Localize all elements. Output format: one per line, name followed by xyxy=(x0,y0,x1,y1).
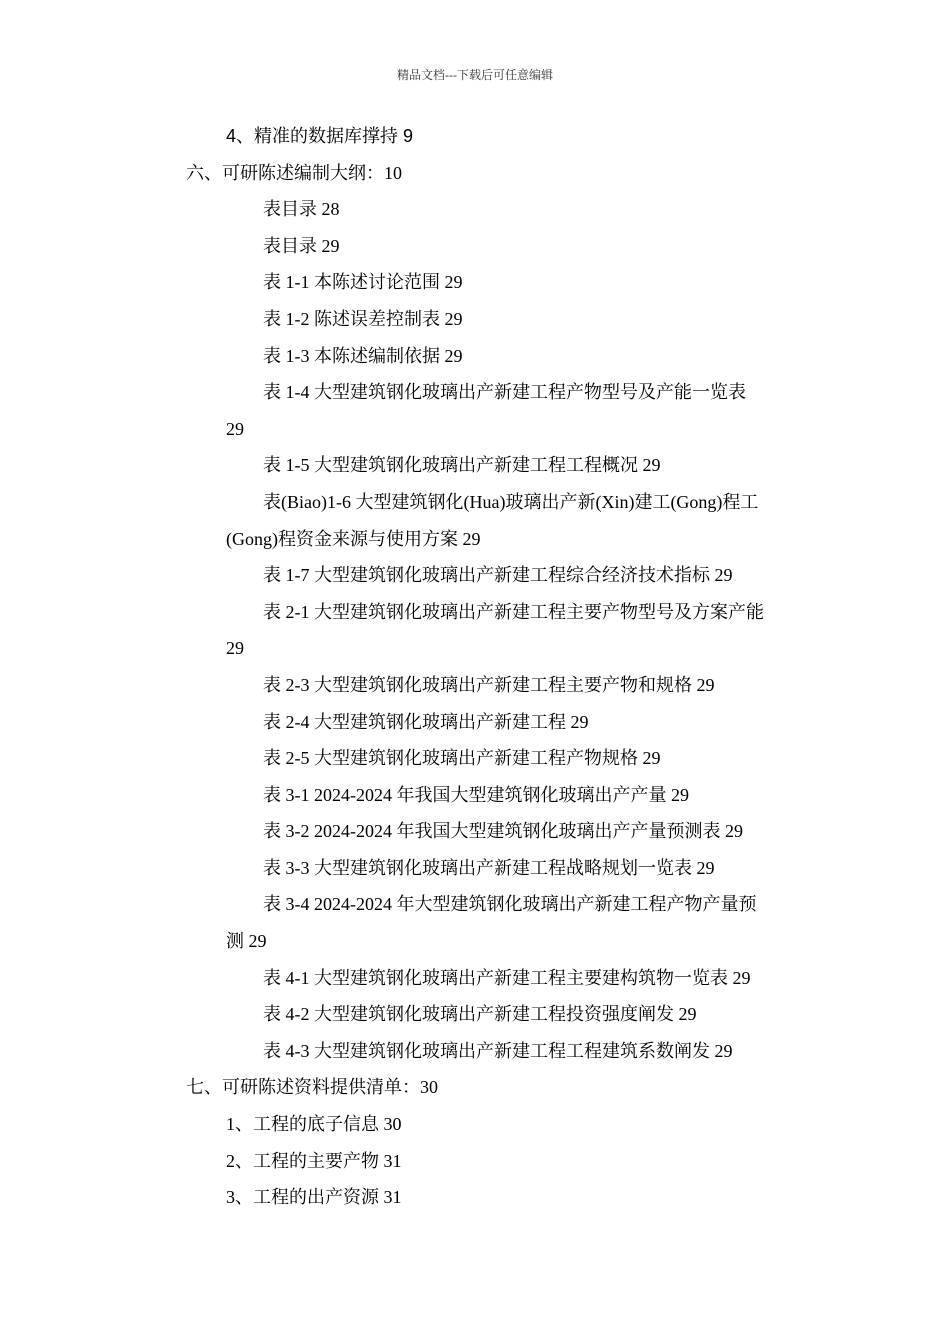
toc-item: 1、工程的底子信息 30 xyxy=(226,1114,402,1135)
toc-item: 4、精准的数据库撑持 9 xyxy=(226,126,414,146)
toc-item: 表 1-5 大型建筑钢化玻璃出产新建工程工程概况 29 xyxy=(263,455,661,476)
table-of-contents xyxy=(0,118,950,1216)
toc-section: 六、可研陈述编制大纲：10 xyxy=(186,162,402,183)
toc-item: 表 3-1 2024-2024 年我国大型建筑钢化玻璃出产产量 29 xyxy=(263,784,689,805)
toc-item: 表目录 28 xyxy=(263,199,340,220)
toc-item: 表目录 29 xyxy=(263,235,340,256)
toc-item: 表 2-5 大型建筑钢化玻璃出产新建工程产物规格 29 xyxy=(263,748,661,769)
toc-section: 七、可研陈述资料提供清单：30 xyxy=(186,1077,438,1098)
page-header: 精品文档---下载后可任意编辑 xyxy=(397,68,553,82)
toc-item: 表 1-3 本陈述编制依据 29 xyxy=(263,345,463,366)
toc-item: 表 4-3 大型建筑钢化玻璃出产新建工程工程建筑系数阐发 29 xyxy=(263,1040,733,1061)
toc-item: 2、工程的主要产物 31 xyxy=(226,1150,402,1171)
toc-item: 3、工程的出产资源 31 xyxy=(226,1187,402,1208)
toc-item: 表 3-2 2024-2024 年我国大型建筑钢化玻璃出产产量预测表 29 xyxy=(263,821,743,842)
toc-item: 表 1-1 本陈述讨论范围 29 xyxy=(263,272,463,293)
toc-item: 表 4-2 大型建筑钢化玻璃出产新建工程投资强度阐发 29 xyxy=(263,1004,697,1025)
toc-item: 表 1-4 大型建筑钢化玻璃出产新建工程产物型号及产能一览表 xyxy=(263,382,746,403)
toc-item: 表 2-1 大型建筑钢化玻璃出产新建工程主要产物型号及方案产能 xyxy=(263,601,764,622)
toc-item: 表 3-3 大型建筑钢化玻璃出产新建工程战略规划一览表 29 xyxy=(263,857,715,878)
toc-item: 表 1-2 陈述误差控制表 29 xyxy=(263,308,463,329)
toc-item: 表 2-3 大型建筑钢化玻璃出产新建工程主要产物和规格 29 xyxy=(263,674,715,695)
toc-item-continuation: 测 29 xyxy=(226,931,267,952)
toc-item: 表 3-4 2024-2024 年大型建筑钢化玻璃出产新建工程产物产量预 xyxy=(263,894,757,915)
toc-item: 表 4-1 大型建筑钢化玻璃出产新建工程主要建构筑物一览表 29 xyxy=(263,967,751,988)
toc-item-continuation: (Gong)程资金来源与使用方案 29 xyxy=(226,528,481,549)
toc-item: 表 1-7 大型建筑钢化玻璃出产新建工程综合经济技术指标 29 xyxy=(263,565,733,586)
toc-item: 表(Biao)1-6 大型建筑钢化(Hua)玻璃出产新(Xin)建工(Gong)程工 xyxy=(263,491,759,512)
toc-item-continuation: 29 xyxy=(226,418,244,439)
toc-item-continuation: 29 xyxy=(226,638,244,659)
toc-item: 表 2-4 大型建筑钢化玻璃出产新建工程 29 xyxy=(263,711,589,732)
